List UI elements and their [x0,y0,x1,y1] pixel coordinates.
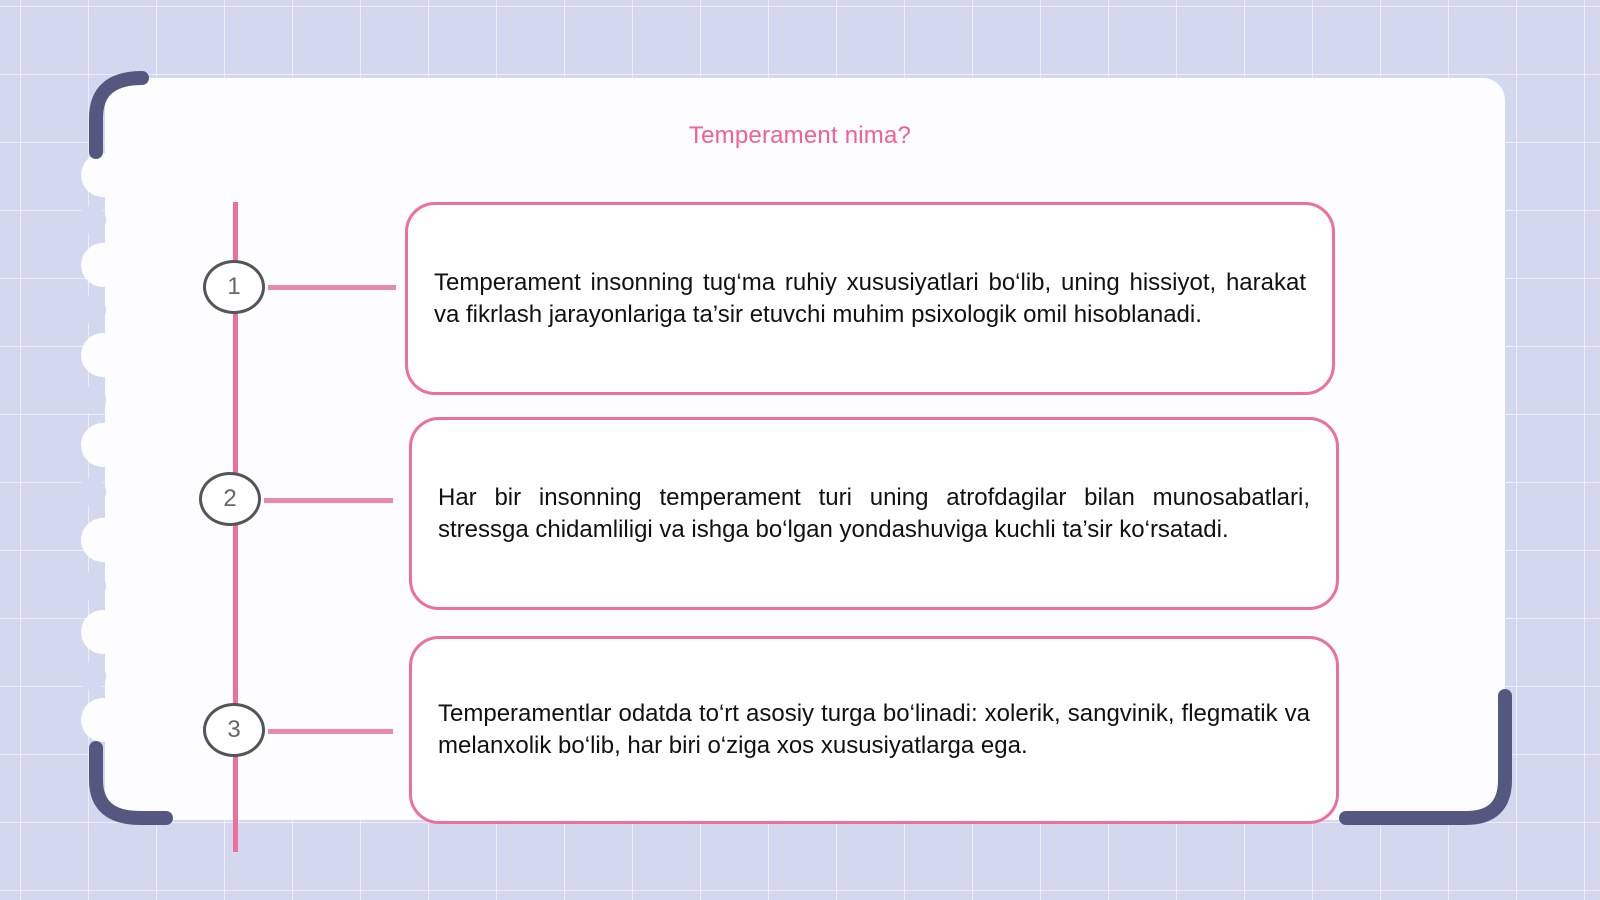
info-card-text: Har bir insonning temperament turi uning atrofdagilar bilan munosabatlari, stressga chidamliligi va ishga bo‘lgan yondashuviga kuchli ta’sir ko‘rsatadi. [438,483,1310,543]
info-card-text: Temperamentlar odatda to‘rt asosiy turga bo‘linadi: xolerik, sangvinik, flegmatik va melanxolik bo‘lib, har biri o‘ziga xos xususiyatlarga ega. [438,700,1310,759]
info-card-1 [405,202,1335,395]
step-number-3: 3 [203,703,265,757]
info-card-text: Temperament insonning tug‘ma ruhiy xususiyatlari bo‘lib, uning hissiyot, harakat va fikrlash jarayonlariga ta’sir etuvchi muhim psixologik omil hisoblanadi. [434,268,1306,328]
timeline-connector-3 [268,729,393,734]
info-card-3 [409,636,1339,824]
step-number-2: 2 [199,472,261,526]
slide-title: Temperament nima? [688,122,912,149]
step-number-1: 1 [203,260,265,314]
timeline-connector-1 [268,285,396,290]
info-card-2 [409,417,1339,610]
timeline-connector-2 [264,498,393,503]
